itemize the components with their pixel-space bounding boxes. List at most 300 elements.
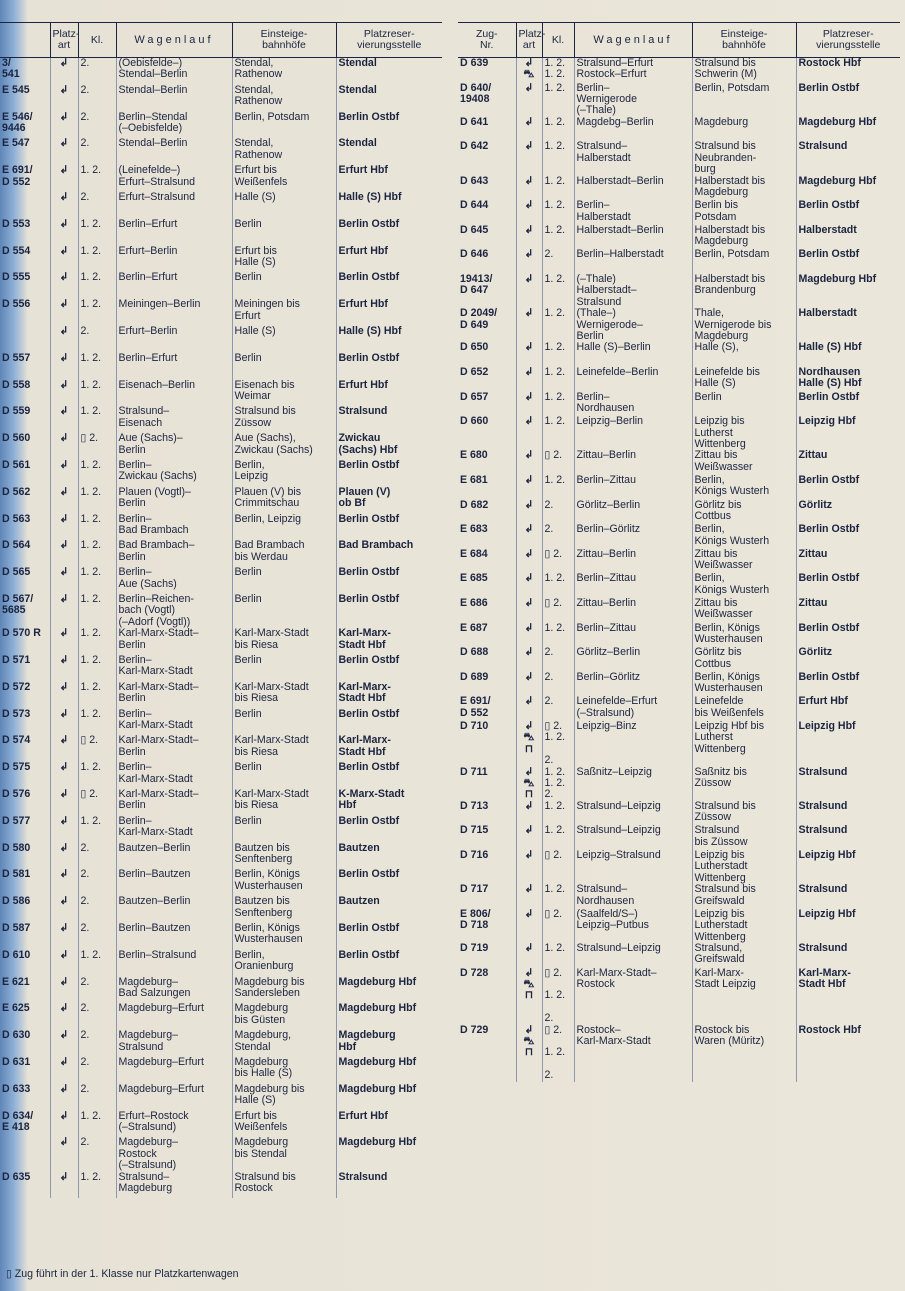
reservation-office: Zittau [796, 450, 900, 475]
route: Leipzig–Stralsund [574, 850, 692, 884]
header-zug: Zug- Nr. [458, 23, 516, 58]
train-number: D 634/ E 418 [2, 1109, 34, 1133]
table-row [0, 1057, 442, 1084]
class: 1. 2. [78, 353, 116, 380]
boarding-stations: Bautzen bis Senftenberg [232, 896, 336, 923]
seat-type-icon: ↲ [516, 598, 542, 623]
table-row [458, 909, 900, 943]
seat-type-icon: ↲ [50, 1084, 78, 1111]
route: Karl-Marx-Stadt– Berlin [116, 682, 232, 709]
boarding-stations: Berlin, Leipzig [232, 460, 336, 487]
train-number: E 680 [460, 449, 488, 462]
boarding-stations: Meiningen bis Erfurt [232, 299, 336, 326]
train-number [0, 192, 50, 219]
class: 2. [78, 1057, 116, 1084]
train-number: E 685 [460, 572, 488, 585]
class: 1. 2. [78, 1172, 116, 1199]
reservation-office: Zittau [796, 598, 900, 623]
class: 2. [78, 923, 116, 950]
route: Berlin–Görlitz [574, 672, 692, 697]
route: Halberstadt–Berlin [574, 225, 692, 250]
reservation-office: Stralsund [336, 406, 442, 433]
train-number: D 587 [2, 921, 31, 934]
reservation-office: Berlin Ostbf [336, 112, 442, 139]
route: Berlin–Erfurt [116, 272, 232, 299]
boarding-stations: Berlin, Königs Wusterhausen [692, 623, 796, 648]
train-number: E 806/ D 718 [460, 907, 491, 932]
table-row [0, 165, 442, 192]
reservation-office: Stralsund [796, 943, 900, 968]
boarding-stations: Karl-Marx-Stadt bis Riesa [232, 789, 336, 816]
reservation-office: Magdeburg Hbf [336, 1030, 442, 1057]
seat-type-icon: ↲ [516, 200, 542, 225]
header-wagenlauf: Wagenlauf [116, 23, 232, 58]
reservation-office: Berlin Ostbf [336, 594, 442, 628]
train-number: D 642 [460, 140, 489, 153]
boarding-stations: Berlin, Potsdam [692, 249, 796, 274]
class: ▯ 2. [78, 735, 116, 762]
class: ▯ 2. [542, 549, 574, 574]
boarding-stations: Stralsund bis Neubranden- burg [692, 141, 796, 175]
route: Rostock– Karl-Marx-Stadt [574, 1025, 692, 1082]
seat-type-icon: ↲ [516, 308, 542, 342]
train-number: D 555 [2, 271, 31, 284]
route: Magdeburg– Stralsund [116, 1030, 232, 1057]
class: 2. [78, 1030, 116, 1057]
table-row [458, 884, 900, 909]
reservation-office: Halle (S) Hbf [336, 326, 442, 353]
route: Berlin– Karl-Marx-Stadt [116, 762, 232, 789]
class: 2. [78, 138, 116, 165]
train-number: E 687 [460, 621, 488, 634]
table-row [0, 433, 442, 460]
class: 1. 2. [78, 219, 116, 246]
reservation-office: Rostock Hbf [796, 58, 900, 83]
route: Berlin–Zittau [574, 623, 692, 648]
class: 2. [78, 192, 116, 219]
reservation-table-left [0, 22, 442, 1198]
boarding-stations: Berlin, Königs Wusterhausen [692, 672, 796, 697]
class: 1. 2. 1. 2. [542, 58, 574, 83]
reservation-office: Berlin Ostbf [336, 567, 442, 594]
reservation-office: Stralsund [336, 1172, 442, 1199]
boarding-stations: Stralsund bis Züssow [692, 801, 796, 826]
boarding-stations: Stendal, Rathenow [232, 85, 336, 112]
boarding-stations: Aue (Sachs), Zwickau (Sachs) [232, 433, 336, 460]
route: Karl-Marx-Stadt– Berlin [116, 628, 232, 655]
route: Stendal–Berlin [116, 138, 232, 165]
reservation-office: Karl-Marx- Stadt Hbf [796, 968, 900, 1025]
route: Berlin– Wernigerode (–Thale) [574, 83, 692, 117]
train-number: D 689 [460, 670, 489, 683]
reservation-table-right [458, 22, 900, 1082]
seat-type-icon: ↲ [516, 909, 542, 943]
boarding-stations: Stralsund bis Greifswald [692, 884, 796, 909]
seat-type-icon: ↲ [516, 117, 542, 142]
seat-type-icon: ↲ [50, 628, 78, 655]
boarding-stations: Berlin, Königs Wusterh [692, 573, 796, 598]
seat-type-icon: ↲ [516, 696, 542, 721]
reservation-office: Berlin Ostbf [796, 573, 900, 598]
boarding-stations: Erfurt bis Weißenfels [232, 1111, 336, 1138]
seat-type-icon: ↲ [50, 540, 78, 567]
boarding-stations: Leipzig bis Lutherst Wittenberg [692, 416, 796, 450]
seat-type-icon: ↲ ⛍ ⊓ [516, 1025, 542, 1082]
class: 1. 2. [78, 628, 116, 655]
train-number: D 574 [2, 734, 31, 747]
route: Berlin–Görlitz [574, 524, 692, 549]
class: 1. 2. [78, 514, 116, 541]
seat-type-icon: ↲ [50, 246, 78, 273]
reservation-office: Magdeburg Hbf [336, 1057, 442, 1084]
table-row [458, 573, 900, 598]
header-row [0, 23, 442, 58]
seat-type-icon: ↲ [516, 83, 542, 117]
reservation-office: Görlitz [796, 500, 900, 525]
class: 1. 2. [542, 475, 574, 500]
route: Berlin–Bautzen [116, 923, 232, 950]
seat-type-icon: ↲ [516, 450, 542, 475]
train-number: D 559 [2, 405, 31, 418]
boarding-stations: Erfurt bis Halle (S) [232, 246, 336, 273]
reservation-office: Berlin Ostbf [336, 869, 442, 896]
reservation-office: Karl-Marx- Stadt Hbf [336, 735, 442, 762]
class: 1. 2. [542, 943, 574, 968]
boarding-stations: Halle (S), [692, 342, 796, 367]
boarding-stations: Karl-Marx-Stadt bis Riesa [232, 735, 336, 762]
class: 1. 2. [78, 709, 116, 736]
table-row [0, 1172, 442, 1199]
train-number: D 560 [2, 432, 31, 445]
left-column [0, 22, 442, 1198]
route: Berlin– Karl-Marx-Stadt [116, 816, 232, 843]
seat-type-icon: ↲ [516, 524, 542, 549]
route: Erfurt–Berlin [116, 246, 232, 273]
reservation-office: Halberstadt [796, 225, 900, 250]
class: 2. [78, 977, 116, 1004]
boarding-stations: Saßnitz bis Züssow [692, 767, 796, 801]
class: 1. 2. [542, 176, 574, 201]
route: Stendal–Berlin [116, 85, 232, 112]
reservation-office: Berlin Ostbf [336, 219, 442, 246]
route: Berlin– Zwickau (Sachs) [116, 460, 232, 487]
route: Leinefelde–Berlin [574, 367, 692, 392]
class: 2. [78, 112, 116, 139]
reservation-office: Berlin Ostbf [336, 923, 442, 950]
route: Stralsund– Halberstadt [574, 141, 692, 175]
boarding-stations: Magdeburg bis Sandersleben [232, 977, 336, 1004]
route: Berlin–Zittau [574, 573, 692, 598]
seat-type-icon: ↲ [50, 655, 78, 682]
train-number: D 556 [2, 298, 31, 311]
boarding-stations: Bad Brambach bis Werdau [232, 540, 336, 567]
route: Berlin–Halberstadt [574, 249, 692, 274]
route: Berlin–Bautzen [116, 869, 232, 896]
seat-type-icon: ↲ [516, 549, 542, 574]
train-number: D 565 [2, 566, 31, 579]
table-row [0, 192, 442, 219]
reservation-office: Nordhausen Halle (S) Hbf [796, 367, 900, 392]
route: (–Thale) Halberstadt– Stralsund [574, 274, 692, 308]
reservation-office: Berlin Ostbf [336, 460, 442, 487]
route: Eisenach–Berlin [116, 380, 232, 407]
route: Magdeburg–Erfurt [116, 1084, 232, 1111]
table-row [0, 735, 442, 762]
train-number: D 713 [460, 799, 489, 812]
table-row [458, 524, 900, 549]
header-reservierung: Platzreser- vierungsstelle [336, 23, 442, 58]
class: ▯ 2. [542, 450, 574, 475]
seat-type-icon: ↲ [50, 165, 78, 192]
class: 1. 2. [542, 825, 574, 850]
class: 1. 2. [78, 816, 116, 843]
boarding-stations: Berlin, Königs Wusterhausen [232, 923, 336, 950]
reservation-office: Erfurt Hbf [336, 165, 442, 192]
reservation-office: Bautzen [336, 896, 442, 923]
train-number: D 573 [2, 707, 31, 720]
header-reservierung: Platzreser- vierungsstelle [796, 23, 900, 58]
seat-type-icon: ↲ ⛍ ⊓ [516, 767, 542, 801]
table-row [0, 762, 442, 789]
route: Magdeburg– Bad Salzungen [116, 977, 232, 1004]
reservation-office: Bad Brambach [336, 540, 442, 567]
table-row [0, 923, 442, 950]
seat-type-icon: ↲ [50, 58, 78, 85]
route: Görlitz–Berlin [574, 500, 692, 525]
seat-type-icon: ↲ [50, 460, 78, 487]
seat-type-icon: ↲ [50, 380, 78, 407]
train-number: E 683 [460, 523, 488, 536]
class: 1. 2. [78, 246, 116, 273]
boarding-stations: Thale, Wernigerode bis Magdeburg [692, 308, 796, 342]
reservation-office: Bautzen [336, 843, 442, 870]
seat-type-icon: ↲ [516, 647, 542, 672]
table-row [458, 274, 900, 308]
boarding-stations: Berlin [232, 353, 336, 380]
boarding-stations: Stralsund bis Rostock [232, 1172, 336, 1199]
boarding-stations: Halberstadt bis Brandenburg [692, 274, 796, 308]
route: Zittau–Berlin [574, 450, 692, 475]
reservation-office: Magdeburg Hbf [336, 1137, 442, 1171]
reservation-office: Zwickau (Sachs) Hbf [336, 433, 442, 460]
header-klasse: Kl. [78, 23, 116, 58]
class: 1. 2. [78, 950, 116, 977]
boarding-stations: Magdeburg bis Stendal [232, 1137, 336, 1171]
reservation-office: Magdeburg Hbf [796, 117, 900, 142]
table-row [458, 598, 900, 623]
class: 1. 2. [542, 623, 574, 648]
reservation-office: Stralsund [796, 825, 900, 850]
train-number: E 545 [2, 83, 30, 96]
table-row [0, 1111, 442, 1138]
table-row [0, 1084, 442, 1111]
reservation-office: Leipzig Hbf [796, 416, 900, 450]
train-number: D 581 [2, 868, 31, 881]
table-row [0, 58, 442, 85]
table-row [458, 83, 900, 117]
seat-type-icon: ↲ [50, 735, 78, 762]
reservation-office: Görlitz [796, 647, 900, 672]
table-row [458, 721, 900, 767]
route: Stralsund–Leipzig [574, 825, 692, 850]
boarding-stations: Leipzig bis Lutherstadt Wittenberg [692, 850, 796, 884]
header-platzart: Platz- art [50, 23, 78, 58]
train-number: D 640/ 19408 [460, 81, 492, 105]
reservation-office: Leipzig Hbf [796, 721, 900, 767]
train-number: D 719 [460, 942, 489, 955]
table-row [0, 1030, 442, 1057]
train-number: D 610 [2, 948, 31, 961]
table-row [0, 272, 442, 299]
route: Magdeburg–Erfurt [116, 1057, 232, 1084]
seat-type-icon: ↲ [516, 801, 542, 826]
boarding-stations: Zittau bis Weißwasser [692, 598, 796, 623]
train-number: D 586 [2, 895, 31, 908]
table-row [0, 709, 442, 736]
boarding-stations: Berlin [232, 594, 336, 628]
table-row [0, 487, 442, 514]
table-row [0, 85, 442, 112]
class: 2. [78, 1084, 116, 1111]
route: Saßnitz–Leipzig [574, 767, 692, 801]
train-number: E 621 [2, 975, 30, 988]
boarding-stations: Berlin, Oranienburg [232, 950, 336, 977]
train-number: E 681 [460, 474, 488, 487]
train-number: D 710 [460, 719, 489, 732]
train-number: D 575 [2, 761, 31, 774]
class: ▯ 2. [542, 850, 574, 884]
seat-type-icon: ↲ [516, 342, 542, 367]
table-row [0, 789, 442, 816]
train-number: D 631 [2, 1055, 31, 1068]
table-row [458, 249, 900, 274]
class: 1. 2. [542, 83, 574, 117]
reservation-office: Berlin Ostbf [796, 200, 900, 225]
class: 2. [542, 672, 574, 697]
train-number: D 567/ 5685 [2, 592, 34, 617]
table-row [458, 58, 900, 83]
boarding-stations: Bautzen bis Senftenberg [232, 843, 336, 870]
header-wagenlauf: Wagenlauf [574, 23, 692, 58]
class: 2. [78, 1137, 116, 1171]
class: 1. 2. [542, 274, 574, 308]
route: Berlin– Halberstadt [574, 200, 692, 225]
class: 1. 2. [78, 272, 116, 299]
class: 1. 2. [78, 540, 116, 567]
route: Stralsund–Leipzig [574, 801, 692, 826]
route: Erfurt–Berlin [116, 326, 232, 353]
seat-type-icon: ↲ [516, 225, 542, 250]
boarding-stations: Berlin [232, 655, 336, 682]
boarding-stations: Halberstadt bis Magdeburg [692, 176, 796, 201]
class: 1. 2. [78, 655, 116, 682]
seat-type-icon: ↲ [50, 950, 78, 977]
reservation-office: Magdeburg Hbf [796, 274, 900, 308]
reservation-office: Halle (S) Hbf [796, 342, 900, 367]
train-number: 19413/ D 647 [460, 273, 493, 297]
reservation-office: Berlin Ostbf [796, 249, 900, 274]
table-row [0, 138, 442, 165]
table-row [0, 816, 442, 843]
class: 1. 2. [542, 117, 574, 142]
seat-type-icon: ↲ [516, 623, 542, 648]
seat-type-icon: ↲ ⛍ ⊓ [516, 721, 542, 767]
seat-type-icon: ↲ [50, 138, 78, 165]
train-number: D 682 [460, 498, 489, 511]
boarding-stations: Zittau bis Weißwasser [692, 450, 796, 475]
route: (Oebisfelde–) Stendal–Berlin [116, 58, 232, 85]
seat-type-icon: ↲ [50, 1137, 78, 1171]
seat-type-icon: ↲ [50, 789, 78, 816]
seat-type-icon: ↲ [516, 850, 542, 884]
seat-type-icon: ↲ [50, 1030, 78, 1057]
reservation-office: Rostock Hbf [796, 1025, 900, 1082]
seat-type-icon: ↲ [516, 141, 542, 175]
table-row [0, 219, 442, 246]
reservation-office: Berlin Ostbf [796, 475, 900, 500]
table-row [0, 896, 442, 923]
class: ▯ 2. 1. 2. 2. [542, 968, 574, 1025]
route: Berlin–Stralsund [116, 950, 232, 977]
reservation-office: Magdeburg Hbf [796, 176, 900, 201]
boarding-stations: Leipzig bis Lutherstadt Wittenberg [692, 909, 796, 943]
route: Berlin–Erfurt [116, 353, 232, 380]
class: 1. 2. [542, 392, 574, 417]
boarding-stations: Halle (S) [232, 192, 336, 219]
boarding-stations: Berlin [232, 762, 336, 789]
route: Halberstadt–Berlin [574, 176, 692, 201]
reservation-office: Zittau [796, 549, 900, 574]
reservation-office: Erfurt Hbf [336, 1111, 442, 1138]
reservation-office: Berlin Ostbf [796, 392, 900, 417]
boarding-stations: Plauen (V) bis Crimmitschau [232, 487, 336, 514]
table-row [0, 460, 442, 487]
route: Bad Brambach– Berlin [116, 540, 232, 567]
table-row [0, 353, 442, 380]
boarding-stations: Magdeburg bis Güsten [232, 1003, 336, 1030]
seat-type-icon: ↲ [516, 392, 542, 417]
route: Leipzig–Berlin [574, 416, 692, 450]
route: (Saalfeld/S–) Leipzig–Putbus [574, 909, 692, 943]
train-number: D 558 [2, 378, 31, 391]
class: 1. 2. [78, 1111, 116, 1138]
table-row [458, 450, 900, 475]
train-number: E 691/ D 552 [2, 164, 33, 188]
table-row [0, 246, 442, 273]
reservation-office: Stendal [336, 138, 442, 165]
train-number: D 650 [460, 341, 489, 354]
table-row [458, 767, 900, 801]
table-row [458, 392, 900, 417]
table-row [0, 977, 442, 1004]
reservation-office: Berlin Ostbf [336, 655, 442, 682]
train-number: D 652 [460, 366, 489, 379]
boarding-stations: Berlin, Königs Wusterh [692, 524, 796, 549]
boarding-stations: Magdeburg [692, 117, 796, 142]
seat-type-icon: ↲ [516, 573, 542, 598]
reservation-office: Berlin Ostbf [336, 762, 442, 789]
reservation-office: Karl-Marx- Stadt Hbf [336, 682, 442, 709]
class: ▯ 2. 1. 2. 2. [542, 1025, 574, 1082]
reservation-office: Erfurt Hbf [336, 299, 442, 326]
train-number: D 577 [2, 814, 31, 827]
boarding-stations: Berlin [232, 219, 336, 246]
route: Meiningen–Berlin [116, 299, 232, 326]
class: 2. [78, 896, 116, 923]
class: 1. 2. [542, 367, 574, 392]
train-number: D 711 [460, 765, 488, 778]
table-row [0, 326, 442, 353]
